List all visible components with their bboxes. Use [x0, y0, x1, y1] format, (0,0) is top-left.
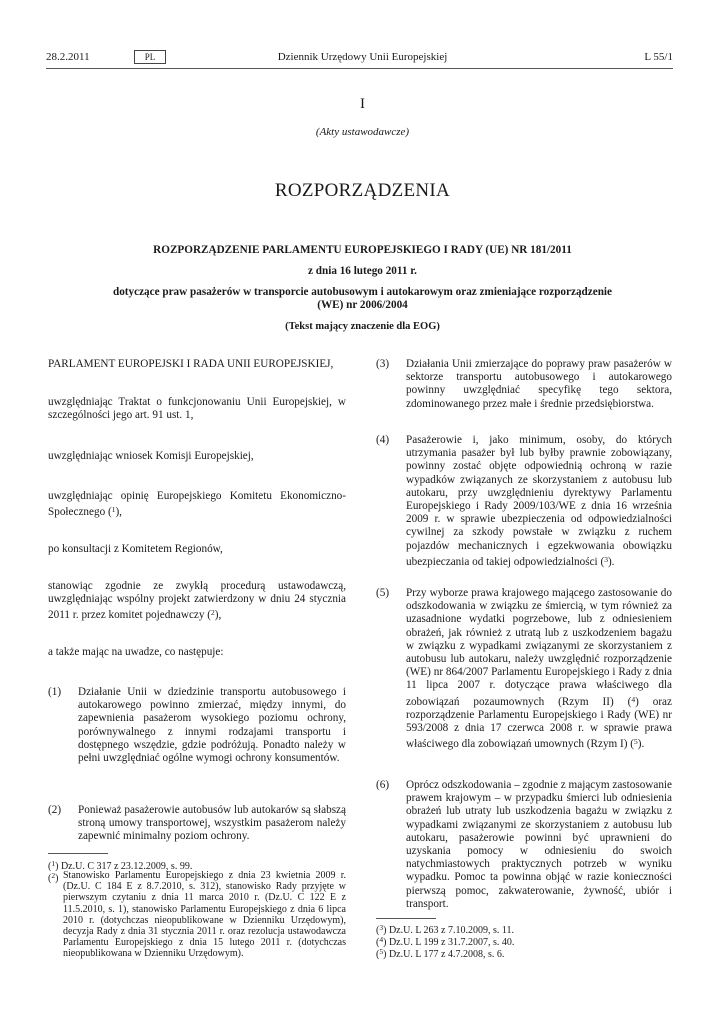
- recital-6: Oprócz odszkodowania – zgodnie z mającym zastosowanie prawem krajowym – w przypadku śmierci lub odniesienia obrażeń lub utraty lub uszkodzenia bagażu w związku z wypadkami związanymi ze skorzystaniem z autobusu lub autokaru, pasażerowie powinni być uprawnieni do uzyskania pomocy w odniesieniu do swoich natychmiastowych praktycznych potrzeb w wyniku wypadku. Pomoc ta powinna objąć w razie konieczności pierwszą pomoc, zakwaterowanie, żywność, ubiór i transport.: [406, 779, 672, 910]
- preamble-procedure: stanowiąc zgodnie ze zwykłą procedurą ustawodawczą, uwzględniając wspólny projekt zatwierdzony w dniu 24 stycznia 2011 r. przez komitet pojednawczy ($^2$),: [48, 580, 346, 622]
- footnote-3: ($^3$) Dz.U. L 263 z 7.10.2009, s. 11.: [376, 923, 515, 936]
- regulation-date: z dnia 16 lutego 2011 r.: [308, 265, 417, 277]
- eea-relevance: (Tekst mający znaczenie dla EOG): [285, 321, 440, 332]
- footnote-4: ($^4$) Dz.U. L 199 z 31.7.2007, s. 40.: [376, 935, 515, 948]
- regulation-subject: dotyczące praw pasażerów w transporcie autobusowym i autokarowym oraz zmieniające rozporządzenie (WE) nr 2006/2004: [112, 286, 612, 311]
- preamble-eesc: uwzględniając opinię Europejskiego Komitetu Ekonomiczno-Społecznego ($^1$),: [48, 490, 346, 519]
- language-badge: PL: [134, 50, 166, 64]
- journal-title: Dziennik Urzędowy Unii Europejskiej: [277, 51, 448, 63]
- recital-4: Pasażerowie i, jako minimum, osoby, do których utrzymania pasażer był lub byłby prawnie zobowiązany, powinny zostać objęte odpowiednią ochroną w razie wypadków związanych ze skorzystaniem z autobusu lub autokaru, przy uwzględnieniu dyrektywy Parlamentu Europejskiego i Rady 2009/103/WE z dnia 16 września 2009 r. w sprawie ubezpieczenia od odpowiedzialności cywilnej za szkody powstałe w związku z ruchem pojazdów mechanicznych i egzekwowania obowiązku ubezpieczania od takiej odpowiedzialności ($^3$).: [406, 434, 672, 568]
- regulation-title: ROZPORZĄDZENIE PARLAMENTU EUROPEJSKIEGO I RADY (UE) NR 181/2011: [153, 244, 572, 256]
- recital-1: Działanie Unii w dziedzinie transportu autobusowego i autokarowego powinno zmierzać, między innymi, do zapewnienia pasażerom wysokiego poziomu ochrony, porównywalnego z innymi rodzajami transportu i dostępnego wszędzie, gdzie podróżują. Ponadto należy w pełni uwzględniać ogólne wymogi ochrony konsumentów.: [78, 686, 346, 765]
- part-number: I: [360, 96, 365, 112]
- header-date: 28.2.2011: [46, 51, 90, 63]
- footnote-ref-5: 5: [634, 737, 638, 747]
- footnote-divider-left: [48, 853, 108, 854]
- footnote-divider-right: [376, 918, 436, 919]
- preamble-parties: PARLAMENT EUROPEJSKI I RADA UNII EUROPEJSKIEJ,: [48, 358, 334, 370]
- recital-2-number: (2): [48, 804, 62, 816]
- footnote-2: ($^2$) Stanowisko Parlamentu Europejskiego z dnia 23 kwietnia 2009 r. (Dz.U. C 184 E z 8.7.2010, s. 312), stanowisko Rady przyjęte w pierwszym czytaniu z dnia 11 marca 2010 r. (Dz.U. C 122 E z 11.5.2010, s. 1), stanowisko Parlamentu Europejskiego z dnia 6 lipca 2010 r. (dotychczas nieopublikowane w Dzienniku Urzędowym), decyzja Rady z dnia 31 stycznia 2011 r. oraz rezolucja ustawodawcza Parlamentu Europejskiego z dnia 15 lutego 2011 r. (dotychczas nieopublikowana w Dzienniku Urzędowym).: [48, 870, 346, 960]
- recital-2: Ponieważ pasażerowie autobusów lub autokarów są słabszą stroną umowy transportowej, wszystkim pasażerom należy zapewnić minimalny poziom ochrony.: [78, 804, 346, 843]
- footnote-ref-1: 1: [111, 505, 116, 515]
- footnote-5: ($^5$) Dz.U. L 177 z 4.7.2008, s. 6.: [376, 947, 505, 960]
- preamble-treaty: uwzględniając Traktat o funkcjonowaniu Unii Europejskiej, w szczególności jego art. 91 ust. 1,: [48, 396, 346, 422]
- recital-5: Przy wyborze prawa krajowego mającego zastosowanie do odszkodowania w związku ze śmiercią, w tym również za uzasadnione wydatki pogrzebowe, lub z odniesieniem obrażeń, jak również z utratą lub z uszkodzeniem bagażu w związku z wypadkami związanymi ze skorzystaniem z autobusu lub autokaru, należy uwzględnić rozporządzenie (WE) nr 864/2007 Parlamentu Europejskiego i Rady z dnia 11 lipca 2007 r. dotyczące prawa właściwego dla zobowiązań pozaumownych (Rzym II) ($^4$) oraz rozporządzenie Parlamentu Europejskiego i Rady (WE) nr 593/2008 z dnia 17 czerwca 2008 r. w sprawie prawa właściwego dla zobowiązań umownych (Rzym I) ($^5$).: [406, 587, 672, 751]
- recital-6-number: (6): [376, 779, 390, 791]
- recital-4-number: (4): [376, 434, 390, 446]
- footnote-1: ($^1$) Dz.U. C 317 z 23.12.2009, s. 99.: [48, 859, 193, 872]
- acts-type: (Akty ustawodawcze): [315, 126, 410, 138]
- preamble-commission: uwzględniając wniosek Komisji Europejskiej,: [48, 450, 254, 462]
- header-divider: [46, 68, 673, 69]
- preamble-regions: po konsultacji z Komitetem Regionów,: [48, 543, 223, 555]
- page-number: L 55/1: [644, 51, 673, 63]
- recital-3-number: (3): [376, 358, 390, 370]
- recital-1-number: (1): [48, 686, 62, 698]
- preamble-whereas: a także mając na uwadze, co następuje:: [48, 646, 224, 658]
- footnote-ref-4: 4: [631, 694, 636, 704]
- footnote-ref-3: 3: [604, 554, 608, 564]
- section-heading: ROZPORZĄDZENIA: [274, 180, 451, 201]
- recital-3: Działania Unii zmierzające do poprawy praw pasażerów w sektorze transportu autobusowego i autokarowego powinny uwzględniać specyfikę tego sektora, zdominowanego przez małe i średnie przedsiębiorstwa.: [406, 358, 672, 410]
- recital-5-number: (5): [376, 587, 390, 599]
- footnote-ref-2: 2: [211, 608, 215, 618]
